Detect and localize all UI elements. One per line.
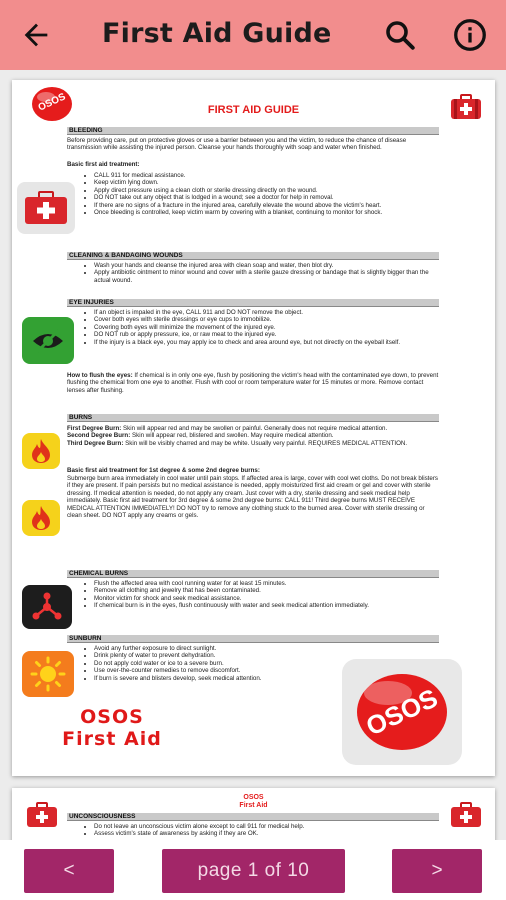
burn-degrees: First Degree Burn: Skin will appear red and may be swollen or painful. Generally does not require medical attention. Second Degree Burn: Skin will appear red, blistered and swollen. May require medical attention. Third Degree Burn: Skin will be visibly charred and may be white. Usually very painful. REQUIRES MEDICAL ATTENTION.	[67, 425, 408, 447]
list-item: • CALL 911 for medical assistance.	[94, 172, 442, 179]
page-title: First Aid Guide	[102, 18, 332, 49]
osos-app-logo: OSOS	[342, 659, 462, 765]
bleeding-subhead: Basic first aid treatment:	[67, 161, 140, 168]
list-item: • Cover both eyes with sterile dressings or eye cups to immobilize.	[94, 316, 442, 323]
list-item: • Avoid any further exposure to direct sunlight.	[94, 645, 352, 652]
section-header-burns: BURNS	[67, 414, 439, 422]
list-item: • Monitor victim for shock and seek medical assistance.	[94, 595, 442, 602]
arrow-back-icon	[19, 18, 53, 52]
list-item: • Do not apply cold water or ice to a severe burn.	[94, 660, 352, 667]
section-header-unconsciousness: UNCONSCIOUSNESS	[67, 813, 439, 821]
document-title: FIRST AID GUIDE	[207, 104, 300, 116]
list-item: • Drink plenty of water to prevent dehydration.	[94, 652, 352, 659]
list-item: • Keep victim lying down.	[94, 179, 442, 186]
section-header-bleeding: BLEEDING	[67, 127, 439, 135]
sun-icon	[22, 651, 74, 697]
list-item: • Do not leave an unconscious victim alone except to call 911 for medical help.	[94, 823, 442, 830]
list-item: • Apply antibiotic ointment to minor wound and cover with a sterile gauze dressing or bandage that is slightly bigger than the actual wound.	[94, 269, 442, 284]
list-item: • If burn is severe and blisters develop, seek medical attention.	[94, 675, 352, 682]
bleeding-intro: Before providing care, put on protective gloves or use a barrier between you and the victim, to reduce the chance of disease transmission while assisting the injured person. Cleanse your hands thoroughly with soap and water when finished.	[67, 137, 407, 152]
unconsciousness-list	[72, 823, 442, 838]
osos-logo: OSOS	[30, 85, 74, 123]
list-item: • Apply direct pressure using a clean cloth or sterile dressing directly on the wound.	[94, 187, 442, 194]
previous-page-button[interactable]: <	[24, 849, 114, 893]
eye-list	[72, 309, 442, 346]
section-header-eye-injuries: EYE INJURIES	[67, 299, 439, 307]
list-item: • Flush the affected area with cool running water for at least 15 minutes.	[94, 580, 442, 587]
burn-treatment-text: Submerge burn area immediately in cool water until pain stops. If affected area is large, cover with cool wet cloths. Do not break blisters if they are present. If pain persists but no medical assistance is needed, apply moisturized first aid cream or gel and cover with sterile dressing. If medical attention is needed, do not apply any cream. Just cover with a dry, sterile dressing and seek medical help immediately. Basic first aid treatment for 3rd degree & some 2nd degree burns: CALL 911! Third degree burns MUST RECEIVE MEDICAL ATTENTION IMMEDIATELY! DO NOT try to remove any clothing stuck to the burned area. Cover with sterile dressing or clean sheet. DO NOT apply any creams or gels.	[67, 475, 438, 520]
list-item: • Use over-the-counter remedies to remove discomfort.	[94, 667, 352, 674]
list-item: • Wash your hands and cleanse the injured area with clean soap and water, then blot dry.	[94, 262, 442, 269]
fire-icon	[22, 433, 60, 469]
chemical-hazard-icon	[22, 585, 72, 629]
section-header-cleaning: CLEANING & BANDAGING WOUNDS	[67, 252, 439, 260]
list-item: • DO NOT take out any object that is lodged in a wound; see a doctor for help in removal.	[94, 194, 442, 201]
burn-treatment-label: Basic first aid treatment for 1st degree & some 2nd degree burns:	[67, 467, 260, 474]
search-icon	[382, 17, 418, 53]
info-button[interactable]	[450, 15, 490, 55]
list-item: • Covering both eyes will minimize the movement of the injured eye.	[94, 324, 442, 331]
document-page-2	[12, 788, 495, 840]
list-item: • If an object is impaled in the eye, CALL 911 and DO NOT remove the object.	[94, 309, 442, 316]
document-page-1	[12, 80, 495, 776]
list-item: • Remove all clothing and jewelry that has been contaminated.	[94, 587, 442, 594]
list-item: • Once bleeding is controlled, keep victim warm by covering with a blanket, continuing to monitor for shock.	[94, 209, 442, 216]
pager-bar	[0, 840, 506, 900]
eye-injury-icon	[22, 317, 74, 364]
section-header-sunburn: SUNBURN	[67, 635, 439, 643]
back-button[interactable]	[16, 15, 56, 55]
app-bar	[0, 0, 506, 70]
cleaning-list	[72, 262, 442, 284]
chemical-list	[72, 580, 442, 610]
list-item: • DO NOT rub or apply pressure, ice, or raw meat to the injured eye.	[94, 331, 442, 338]
sunburn-list	[72, 645, 352, 682]
page-indicator-button[interactable]: page 1 of 10	[162, 849, 345, 893]
search-button[interactable]	[380, 15, 420, 55]
fire-icon	[22, 500, 60, 536]
first-aid-box-icon	[17, 182, 75, 234]
page2-logo-text: OSOS First Aid	[239, 794, 268, 809]
brand-title: OSOS First Aid	[62, 706, 162, 750]
list-item: • Assess victim's state of awareness by asking if they are OK.	[94, 830, 442, 837]
list-item: • If chemical burn is in the eyes, flush continuously with water and seek medical attention immediately.	[94, 602, 442, 609]
section-header-chemical-burns: CHEMICAL BURNS	[67, 570, 439, 578]
bleeding-list	[72, 172, 442, 216]
info-icon	[452, 17, 488, 53]
document-viewer[interactable]	[0, 70, 506, 840]
eye-flush-text: How to flush the eyes: If chemical is in only one eye, flush by positioning the victim's head with the contaminated eye down, to prevent flushing the chemical from one eye to another. Flush with cool or room temperature water for 15 minutes or more. Remove contact lenses after flushing.	[67, 372, 439, 394]
list-item: • If the injury is a black eye, you may apply ice to check and area around eye, but not directly on the eyeball itself.	[94, 339, 442, 346]
list-item: • If there are no signs of a fracture in the injured area, carefully elevate the wound above the victim's heart.	[94, 202, 442, 209]
next-page-button[interactable]: >	[392, 849, 482, 893]
